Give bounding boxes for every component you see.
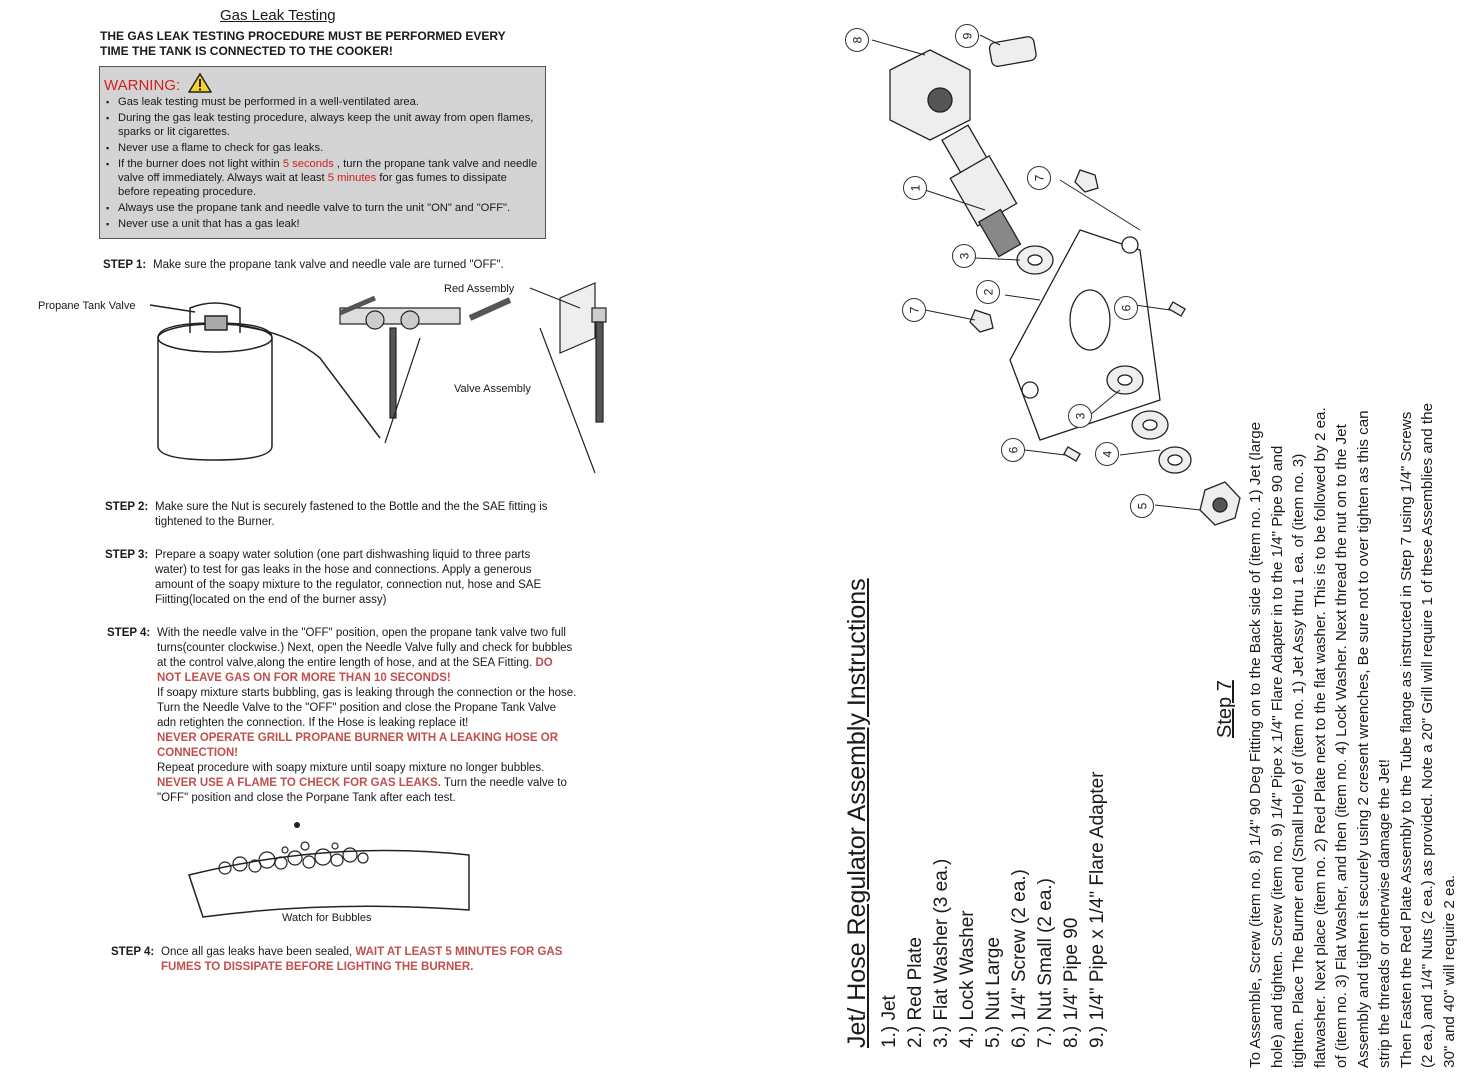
part-item: 8.) 1/4" Pipe 90 (1061, 917, 1082, 1048)
parts-list (877, 772, 1111, 1048)
warning-item: ▪ During the gas leak testing procedure, always keep the unit away from open flames, sparks or lit cigarettes. (106, 111, 538, 139)
callout-6: 6 (1114, 296, 1138, 320)
callout-4: 4 (1095, 442, 1119, 466)
part-item: 6.) 1/4" Screw (2 ea.) (1009, 869, 1030, 1048)
callout-2: 2 (976, 280, 1000, 304)
part-item: 1.) Jet (879, 995, 900, 1048)
step-7-title: Step 7 (1214, 680, 1236, 738)
step-7-line: strip the threads or otherwise damage the Jet! (1376, 759, 1393, 1068)
valve-assembly-illustration (340, 298, 510, 443)
part-item: 2.) Red Plate (905, 937, 926, 1048)
page-title: Gas Leak Testing (220, 7, 336, 24)
caps-notice: THE GAS LEAK TESTING PROCEDURE MUST BE PERFORMED EVERY TIME THE TANK IS CONNECTED TO THE COOKER! (100, 29, 506, 58)
callout-3: 3 (952, 244, 976, 268)
step-7-line: (2 ea.) and 1/4" Nuts (2 ea.) as provided. Note a 20" Grill will require 1 of these Assemblies and the (1419, 402, 1436, 1068)
part-item: 5.) Nut Large (983, 937, 1004, 1048)
assembly-title: Jet/ Hose Regulator Assembly Instructions (843, 578, 871, 1048)
step-7-line: tighten. Place The Burner end (Small Hole) of (item no. 1) Jet Assy thru 1 ea. of (item no. 3) (1290, 453, 1307, 1068)
bubbles-illustration (185, 820, 475, 920)
part-item: 9.) 1/4" Pipe x 1/4" Flare Adapter (1087, 771, 1108, 1048)
warning-item: ▪ Always use the propane tank and needle valve to turn the unit "ON" and "OFF". (106, 201, 538, 215)
step-7-line: Assembly and tighten it securely using 2 cresent wrenches, Be sure not to over tighten as this can (1354, 410, 1372, 1068)
callout-1: 1 (903, 176, 927, 200)
step-7-line: Then Fasten the Red Plate Assembly to the Tube flange as instructed in Step 7 using 1/4" Screws (1397, 411, 1415, 1068)
warning-list (106, 95, 538, 233)
part-item: 7.) Nut Small (2 ea.) (1035, 878, 1056, 1048)
warning-heading: WARNING: (104, 73, 212, 94)
jet-assembly-diagram (840, 20, 1260, 540)
step-7-line: flatwasher. Next place (item no. 2) Red Plate next to the flat washer. This is to be followed by 2 ea. (1311, 407, 1329, 1068)
callout-9: 9 (955, 24, 979, 48)
label-valve-assembly: Valve Assembly (454, 383, 531, 395)
warning-box (99, 66, 546, 239)
label-propane-tank-valve: Propane Tank Valve (38, 300, 136, 312)
warning-item: ▪ Never use a flame to check for gas leaks. (106, 141, 538, 155)
red-assembly-illustration (530, 283, 606, 473)
callout-5: 5 (1130, 494, 1154, 518)
step-7-line: hole) and tighten. Screw (item no. 9) 1/4" Pipe x 1/4" Flare Adapter in to the 1/4" Pipe 90 and (1268, 445, 1286, 1068)
warning-item: ▪ Never use a unit that has a gas leak! (106, 217, 538, 231)
callout-6b: 6 (1001, 438, 1025, 462)
callout-7: 7 (1027, 166, 1051, 190)
step-1: STEP 1: Make sure the propane tank valve and needle vale are turned "OFF". (103, 259, 504, 271)
callout-3b: 3 (1068, 404, 1092, 428)
step-7-line: 30" and 40" will require 2 ea. (1440, 874, 1458, 1068)
propane-tank-illustration (150, 303, 380, 460)
step-7-line: of (item no. 3) Flat Washer, and then (item no. 4) Lock Washer. Next thread the nut on to the Jet (1333, 424, 1350, 1068)
part-item: 3.) Flat Washer (3 ea.) (931, 858, 952, 1048)
callout-8: 8 (845, 28, 869, 52)
bubbles-caption: Watch for Bubbles (282, 912, 372, 924)
warning-item: ▪ Gas leak testing must be performed in a well-ventilated area. (106, 95, 538, 109)
part-item: 4.) Lock Washer (957, 910, 978, 1048)
warning-item: ▪ If the burner does not light within 5 seconds , turn the propane tank valve and needle valve off immediately. Always wait at least 5 minutes for gas fumes to dissipate before repeating procedure. (106, 157, 538, 199)
callout-7b: 7 (902, 298, 926, 322)
warning-icon (188, 73, 212, 93)
label-red-assembly: Red Assembly (444, 283, 515, 295)
step-7-body (1245, 403, 1460, 1068)
step-7-line: To Assemble, Screw (item no. 8) 1/4" 90 Deg Fitting on to the Back side of (item no. 1) Jet (large (1247, 421, 1264, 1068)
